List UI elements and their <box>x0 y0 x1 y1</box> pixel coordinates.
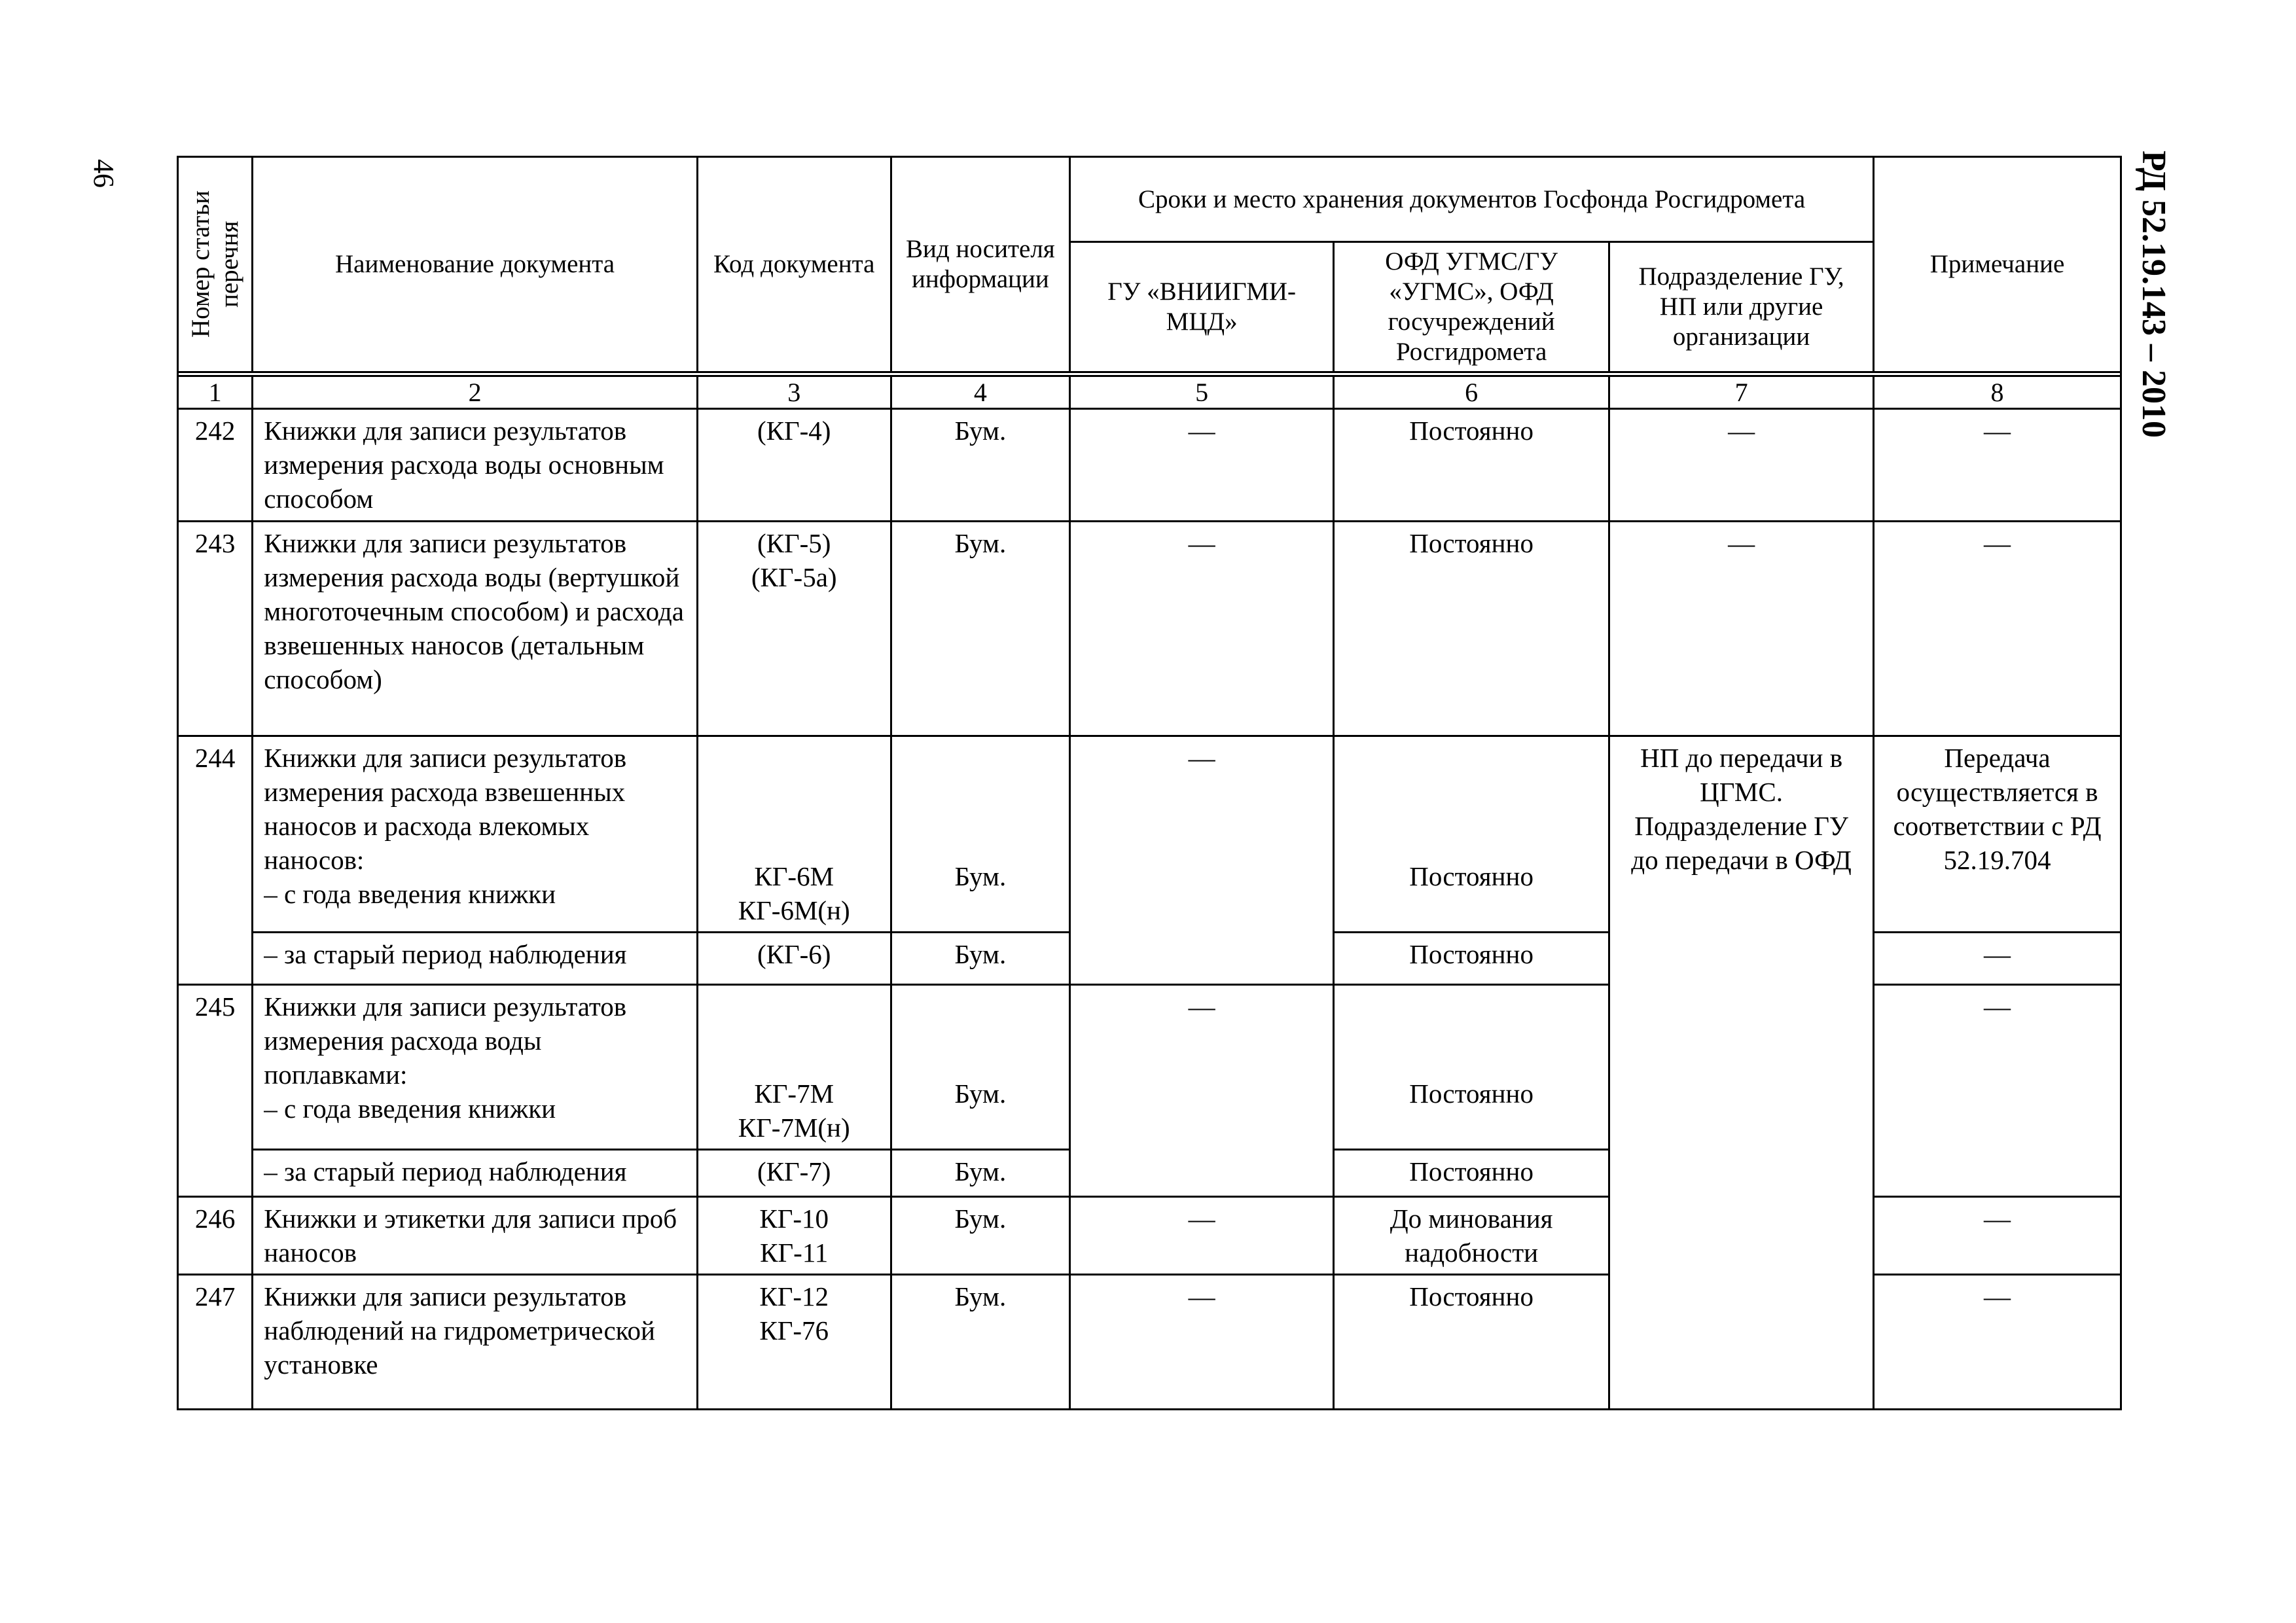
document-name: Книжки для записи результатов измерения расхода взвешенных наносов и расхода влекомых наносов: – с года введения книжки <box>253 736 698 933</box>
retention-table <box>177 156 2122 1410</box>
table-row-242 <box>178 409 2121 522</box>
vniigmi-value: — <box>1070 1197 1334 1275</box>
note-value: — <box>1874 522 2121 736</box>
note-value: — <box>1874 1197 2121 1275</box>
ofd-value: Постоянно <box>1334 1275 1609 1410</box>
ofd-value: Постоянно <box>1334 736 1609 933</box>
document-name: Книжки и этикетки для записи проб наносов <box>253 1197 698 1275</box>
article-number: 246 <box>178 1197 253 1275</box>
medium: Бум. <box>891 985 1070 1150</box>
document-code: КГ-7М КГ-7М(н) <box>697 985 891 1150</box>
article-number: 247 <box>178 1275 253 1410</box>
header-medium: Вид носителя информации <box>891 157 1070 372</box>
vniigmi-value: — <box>1070 985 1334 1197</box>
document-code: (КГ-7) <box>697 1150 891 1197</box>
document-code: КГ-10 КГ-11 <box>697 1197 891 1275</box>
document-name: – за старый период наблюдения <box>253 1150 698 1197</box>
medium: Бум. <box>891 933 1070 985</box>
article-number: 242 <box>178 409 253 522</box>
ofd-value: Постоянно <box>1334 1150 1609 1197</box>
header-document-code: Код документа <box>697 157 891 372</box>
division-value: — <box>1609 522 1874 736</box>
document-name: Книжки для записи результатов наблюдений на гидрометрической установке <box>253 1275 698 1410</box>
column-number: 7 <box>1609 376 1874 409</box>
note-value: — <box>1874 985 2121 1197</box>
note-value: — <box>1874 1275 2121 1410</box>
document-code: (КГ-4) <box>697 409 891 522</box>
vniigmi-value: — <box>1070 736 1334 985</box>
document-name: Книжки для записи результатов измерения расхода воды поплавками: – с года введения книжки <box>253 985 698 1150</box>
ofd-value: Постоянно <box>1334 933 1609 985</box>
note-value: — <box>1874 409 2121 522</box>
page-number: 46 <box>88 159 120 188</box>
table-row-243 <box>178 522 2121 736</box>
column-number: 1 <box>178 376 253 409</box>
column-number: 3 <box>697 376 891 409</box>
document-name: Книжки для записи результатов измерения расхода воды основным способом <box>253 409 698 522</box>
medium: Бум. <box>891 736 1070 933</box>
header-vniigmi: ГУ «ВНИИГМИ-МЦД» <box>1070 242 1334 372</box>
division-value: — <box>1609 409 1874 522</box>
column-number: 8 <box>1874 376 2121 409</box>
note-value: — <box>1874 933 2121 985</box>
document-code: КГ-12 КГ-76 <box>697 1275 891 1410</box>
document-code: (КГ-6) <box>697 933 891 985</box>
medium: Бум. <box>891 1197 1070 1275</box>
vniigmi-value: — <box>1070 522 1334 736</box>
article-number: 244 <box>178 736 253 985</box>
header-article-number: Номер статьи перечня <box>178 157 253 372</box>
vniigmi-value: — <box>1070 409 1334 522</box>
medium: Бум. <box>891 409 1070 522</box>
medium: Бум. <box>891 522 1070 736</box>
ofd-value: Постоянно <box>1334 409 1609 522</box>
document-code: (КГ-5) (КГ-5а) <box>697 522 891 736</box>
document-name: Книжки для записи результатов измерения расхода воды (вертушкой многоточечным способом) и расхода взвешенных наносов (детальным способом) <box>253 522 698 736</box>
header-division: Подразделение ГУ, НП или другие организации <box>1609 242 1874 372</box>
header-note: Примечание <box>1874 157 2121 372</box>
medium: Бум. <box>891 1275 1070 1410</box>
column-number: 2 <box>253 376 698 409</box>
ofd-value: Постоянно <box>1334 522 1609 736</box>
article-number: 243 <box>178 522 253 736</box>
vniigmi-value: — <box>1070 1275 1334 1410</box>
note-value: Передача осуществляется в соответствии с РД 52.19.704 <box>1874 736 2121 933</box>
document-code: РД 52.19.143 – 2010 <box>2135 151 2172 438</box>
column-number-row <box>178 376 2121 409</box>
ofd-value: До минования надобности <box>1334 1197 1609 1275</box>
document-code: КГ-6М КГ-6М(н) <box>697 736 891 933</box>
document-name: – за старый период наблюдения <box>253 933 698 985</box>
division-value: НП до передачи в ЦГМС. Подразделение ГУ до передачи в ОФД <box>1609 736 1874 1410</box>
column-number: 4 <box>891 376 1070 409</box>
article-number: 245 <box>178 985 253 1197</box>
table-row-244 <box>178 736 2121 933</box>
medium: Бум. <box>891 1150 1070 1197</box>
header-ofd: ОФД УГМС/ГУ «УГМС», ОФД госучреждений Росгидромета <box>1334 242 1609 372</box>
ofd-value: Постоянно <box>1334 985 1609 1150</box>
header-storage-group: Сроки и место хранения документов Госфонда Росгидромета <box>1070 157 1874 242</box>
column-number: 6 <box>1334 376 1609 409</box>
column-number: 5 <box>1070 376 1334 409</box>
header-document-name: Наименование документа <box>253 157 698 372</box>
